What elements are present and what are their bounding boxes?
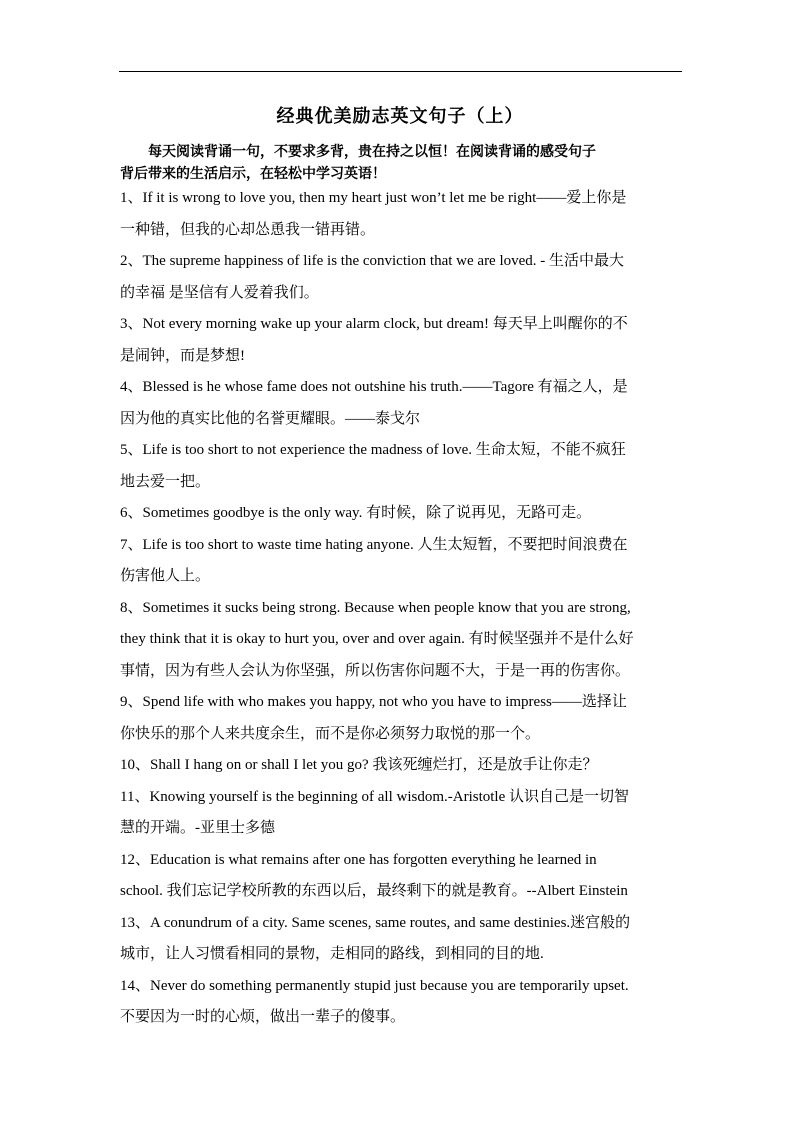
quote-line: 11、Knowing yourself is the beginning of all wisdom.-Aristotle 认识自己是一切智 (120, 788, 629, 805)
quote-item-7 (120, 530, 681, 593)
quote-line: school. 我们忘记学校所教的东西以后，最终剩下的就是教育。--Albert Einstein (120, 883, 628, 899)
quote-item-13 (120, 908, 681, 971)
quote-line: 5、Life is too short to not experience the madness of love. 生命太短，不能不疯狂 (120, 442, 626, 458)
quote-line: 13、A conundrum of a city. Same scenes, same routes, and same destinies.迷宫般的 (120, 914, 631, 931)
quote-line: 一种错，但我的心却怂恿我一错再错。 (120, 221, 376, 238)
quote-line: 城市，让人习惯看相同的景物，走相同的路线，到相同的目的地. (120, 946, 544, 962)
quote-item-1 (120, 183, 681, 246)
quote-line: 6、Sometimes goodbye is the only way. 有时候，除了说再见，无路可走。 (120, 505, 592, 521)
quote-line: 1、If it is wrong to love you, then my heart just won’t let me be right——爱上你是 (120, 190, 627, 206)
quote-item-10 (120, 750, 681, 782)
intro-line-1: 每天阅读背诵一句，不要求多背，贵在持之以恒！在阅读背诵的感受句子 (148, 144, 596, 160)
top-rule (119, 71, 682, 72)
quote-item-6 (120, 498, 681, 530)
quote-item-3 (120, 309, 681, 372)
quote-line: 的幸福 是坚信有人爱着我们。 (120, 284, 319, 301)
quote-item-12 (120, 845, 681, 908)
quote-line: 因为他的真实比他的名誉更耀眼。——泰戈尔 (120, 410, 421, 427)
quote-line: they think that it is okay to hurt you, over and over again. 有时候坚强并不是什么好 (120, 631, 634, 647)
page-title: 经典优美励志英文句子（上） (276, 106, 524, 127)
intro-line-2: 背后带来的生活启示，在轻松中学习英语！ (120, 166, 386, 182)
quote-list (120, 183, 681, 1034)
quote-line: 2、The supreme happiness of life is the conviction that we are loved. - 生活中最大 (120, 253, 625, 269)
quote-line: 慧的开端。-亚里士多德 (120, 820, 275, 836)
intro-paragraph (120, 141, 682, 185)
quote-item-2 (120, 246, 681, 309)
quote-line: 14、Never do something permanently stupid just because you are temporarily upset. (120, 977, 629, 994)
quote-item-5 (120, 435, 681, 498)
quote-item-11 (120, 782, 681, 845)
quote-line: 3、Not every morning wake up your alarm clock, but dream! 每天早上叫醒你的不 (120, 316, 628, 332)
quote-line: 7、Life is too short to waste time hating anyone. 人生太短暂，不要把时间浪费在 (120, 536, 628, 553)
quote-item-4 (120, 372, 681, 435)
quote-line: 地去爱一把。 (120, 473, 211, 490)
quote-line: 4、Blessed is he whose fame does not outshine his truth.——Tagore 有福之人，是 (120, 379, 628, 395)
quote-line: 10、Shall I hang on or shall I let you go? 我该死缠烂打，还是放手让你走？ (120, 757, 598, 773)
quote-line: 你快乐的那个人来共度余生，而不是你必须努力取悦的那一个。 (120, 725, 541, 742)
quote-line: 9、Spend life with who makes you happy, not who you have to impress——选择让 (120, 694, 627, 710)
quote-item-14 (120, 971, 681, 1034)
quote-line: 8、Sometimes it sucks being strong. Because when people know that you are strong, (120, 599, 631, 616)
quote-line: 不要因为一时的心烦，做出一辈子的傻事。 (120, 1009, 406, 1025)
quote-line: 是闹钟，而是梦想! (120, 347, 245, 364)
quote-item-8 (120, 593, 681, 688)
quote-line: 事情，因为有些人会认为你坚强，所以伤害你问题不大，于是一再的伤害你。 (120, 662, 631, 679)
quote-item-9 (120, 687, 681, 750)
quote-line: 伤害他人上。 (120, 568, 211, 584)
quote-line: 12、Education is what remains after one has forgotten everything he learned in (120, 851, 597, 868)
